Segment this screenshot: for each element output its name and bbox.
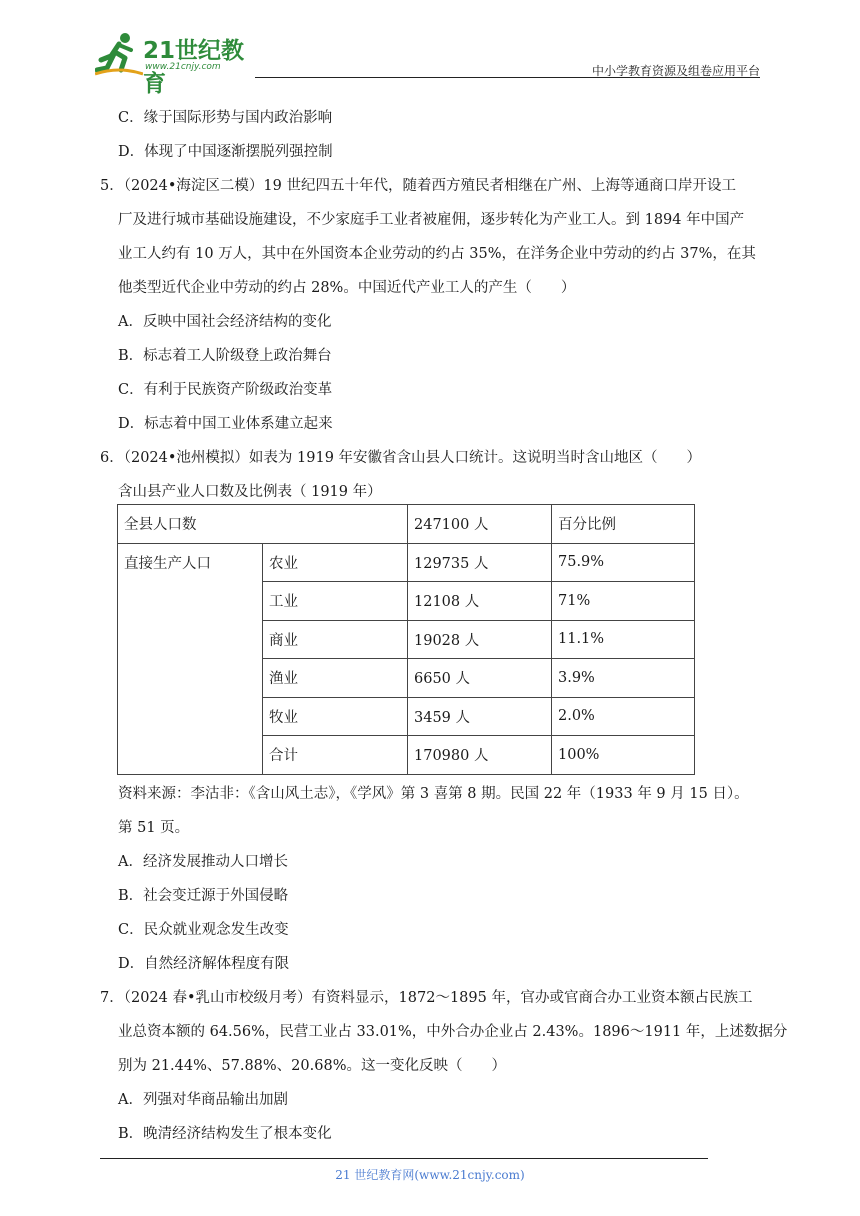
group-label-cell: 直接生产人口 [118,543,263,774]
count-cell: 19028 人 [408,620,552,659]
q4-option-d: D．体现了中国逐渐摆脱列强控制 [118,144,333,160]
q7-option-b: B．晚清经济结构发生了根本变化 [118,1126,332,1142]
pct-cell: 100% [552,736,695,775]
q5-stem-line-1: 5．（2024•海淀区二模）19 世纪四五十年代，随着西方殖民者相继在广州、上海等通商口岸开设工 [100,178,736,194]
sector-cell: 工业 [263,582,408,621]
total-value-cell: 247100 人 [408,505,552,544]
header-divider [255,77,760,78]
q5-option-b: B．标志着工人阶级登上政治舞台 [118,348,332,364]
ratio-header-cell: 百分比例 [552,505,695,544]
sector-cell: 牧业 [263,697,408,736]
table-row [118,543,695,582]
count-cell: 170980 人 [408,736,552,775]
total-label-cell: 全县人口数 [118,505,408,544]
count-cell: 129735 人 [408,543,552,582]
q6-source-line-1: 资料来源：李沽非：《含山风土志》，《学风》第 3 喜第 8 期。民国 22 年（1933 年 9 月 15 日）。 [118,786,749,802]
q6-stem: 6．（2024•池州模拟）如表为 1919 年安徽省含山县人口统计。这说明当时含山地区（ ） [100,450,702,466]
q5-option-c: C．有利于民族资产阶级政治变革 [118,382,333,398]
q7-stem-line-2: 业总资本额的 64.56%，民营工业占 33.01%，中外合办企业占 2.43%。1896～1911 年，上述数据分 [118,1024,788,1040]
sector-cell: 农业 [263,543,408,582]
q5-option-d: D．标志着中国工业体系建立起来 [118,416,333,432]
count-cell: 6650 人 [408,659,552,698]
footer-divider [100,1158,708,1159]
pct-cell: 75.9% [552,543,695,582]
q6-source-line-2: 第 51 页。 [118,820,190,836]
q6-option-b: B．社会变迁源于外国侵略 [118,888,289,904]
q7-option-a: A．列强对华商品输出加剧 [118,1092,288,1108]
q7-stem-line-1: 7．（2024 春•乳山市校级月考）有资料显示，1872～1895 年，官办或官商合办工业资本额占民族工 [100,990,753,1006]
q7-stem-line-3: 别为 21.44%、57.88%、20.68%。这一变化反映（ ） [118,1058,506,1074]
runner-logo-icon [95,30,143,76]
q6-table-title: 含山县产业人口数及比例表（ 1919 年） [118,484,382,500]
q5-stem-line-4: 他类型近代企业中劳动的约占 28%。中国近代产业工人的产生（ ） [118,280,576,296]
logo-domain-text: www.21cnjy.com [145,62,221,72]
sector-cell: 商业 [263,620,408,659]
footer-link[interactable]: 21 世纪教育网(www.21cnjy.com) [335,1168,525,1182]
sector-cell: 渔业 [263,659,408,698]
pct-cell: 71% [552,582,695,621]
logo-brand-text: 21世纪教育 [143,38,245,97]
pct-cell: 2.0% [552,697,695,736]
population-table [117,504,695,775]
pct-cell: 3.9% [552,659,695,698]
sector-cell: 合计 [263,736,408,775]
pct-cell: 11.1% [552,620,695,659]
q6-option-a: A．经济发展推动人口增长 [118,854,288,870]
table-row [118,505,695,544]
q6-option-c: C．民众就业观念发生改变 [118,922,289,938]
q6-option-d: D．自然经济解体程度有限 [118,956,290,972]
q5-option-a: A．反映中国社会经济结构的变化 [118,314,332,330]
count-cell: 3459 人 [408,697,552,736]
q5-stem-line-2: 厂及进行城市基础设施建设，不少家庭手工业者被雇佣，逐步转化为产业工人。到 1894 年中国产 [118,212,745,228]
page-header [95,30,760,97]
q5-stem-line-3: 业工人约有 10 万人，其中在外国资本企业劳动的约占 35%，在洋务企业中劳动的约占 37%，在其 [118,246,756,262]
q4-option-c: C．缘于国际形势与国内政治影响 [118,110,333,126]
count-cell: 12108 人 [408,582,552,621]
site-logo[interactable] [95,30,265,97]
platform-title: 中小学教育资源及组卷应用平台 [591,64,760,78]
